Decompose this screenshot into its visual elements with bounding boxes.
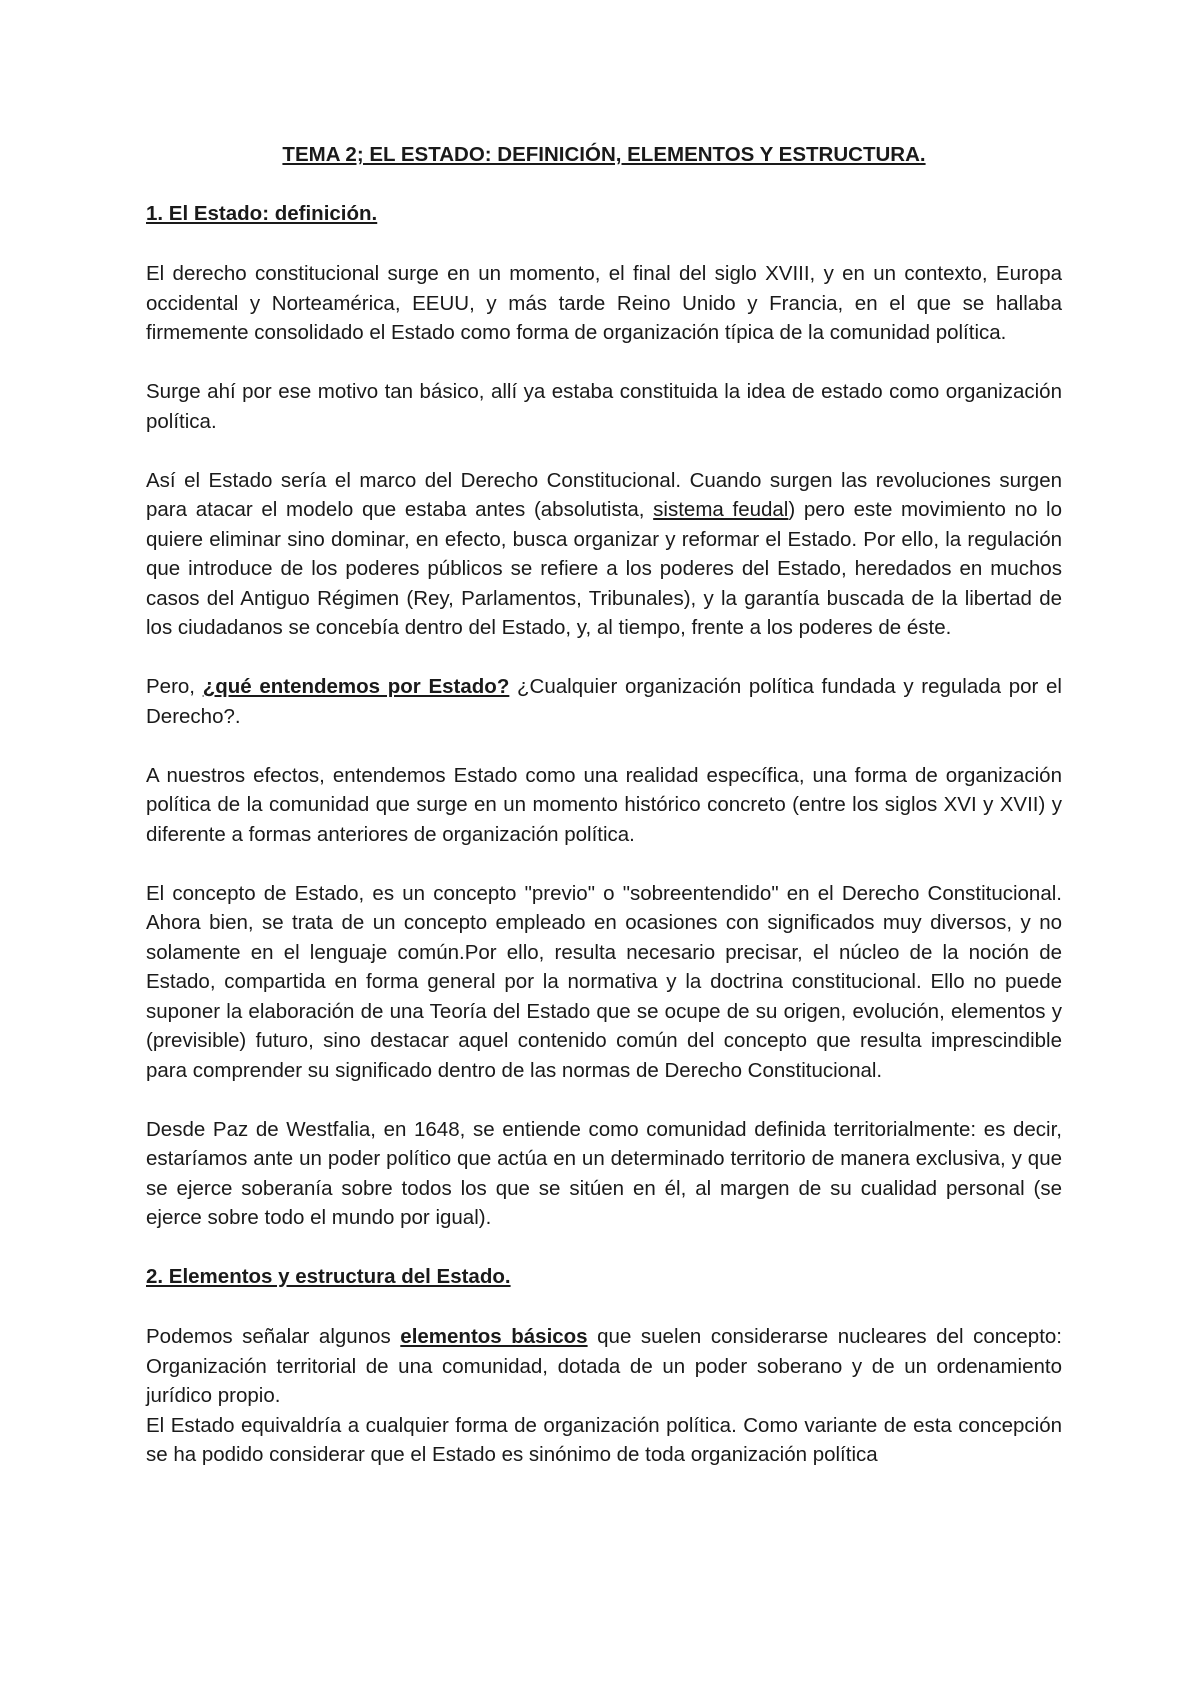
section-1-paragraph-2: Surge ahí por ese motivo tan básico, allí ya estaba constituida la idea de estado como organización política. [146,380,1062,433]
elementos-basicos-emphasis: elementos básicos [400,1325,588,1348]
section-1-paragraph-7: Desde Paz de Westfalia, en 1648, se entiende como comunidad definida territorialmente: es decir, estaríamos ante un poder político que actúa en un determinado territorio de manera exclusiva, y que se ejerce soberanía sobre todos los que se sitúen en él, al margen de su cualidad personal (se ejerce sobre todo el mundo por igual). [146,1117,1062,1229]
paragraph-3-text-a: Así el Estado sería el marco del Derecho Constitucional. Cuando surgen las revoluciones surgen para atacar el modelo que estaba antes (absolutista, [146,468,1062,521]
section-1-paragraph-6: El concepto de Estado, es un concepto "previo" o "sobreentendido" en el Derecho Constitucional. Ahora bien, se trata de un concepto empleado en ocasiones con significados muy diversos, y no solamente en el lenguaje común.Por ello, resulta necesario precisar, el núcleo de la noción de Estado, compartida en forma general por la normativa y la doctrina constitucional. Ello no puede suponer la elaboración de una Teoría del Estado que se ocupe de su origen, evolución, elementos y (previsible) futuro, sino destacar aquel contenido común del concepto que resulta imprescindible para comprender su significado dentro de las normas de Derecho Constitucional. [146,881,1062,1082]
question-emphasis: ¿qué entendemos por Estado? [202,675,510,698]
section-1-paragraph-1: El derecho constitucional surge en un momento, el final del siglo XVIII, y en un contexto, Europa occidental y Norteamérica, EEUU, y más tarde Reino Unido y Francia, en el que se hallaba firmemente consolidado el Estado como forma de organización típica de la comunidad política. [146,262,1062,344]
section-1-paragraph-4 [146,672,1062,731]
sistema-feudal-link[interactable]: sistema feudal [653,498,789,521]
section-1-paragraph-5: A nuestros efectos, entendemos Estado como una realidad específica, una forma de organización política de la comunidad que surge en un momento histórico concreto (entre los siglos XVI y XVII) y diferente a formas anteriores de organización política. [146,763,1062,846]
section-2-paragraph-1-text-b: que suelen considerarse nucleares del concepto: Organización territorial de una comunidad, dotada de un poder soberano y de un ordenamiento jurídico propio. [146,1325,1062,1407]
section-1-paragraph-3 [146,466,1062,643]
section-2-paragraph-2: El Estado equivaldría a cualquier forma de organización política. Como variante de esta concepción se ha podido considerar que el Estado es sinónimo de toda organización política [146,1413,1062,1466]
paragraph-4-text-a: Pero, [146,675,203,698]
document-page [146,140,1062,1470]
section-1-heading: 1. El Estado: definición. [146,202,378,225]
paragraph-4-text-b: ¿Cualquier organización política fundada y regulada por el Derecho?. [146,675,1062,728]
section-2-paragraph-1 [146,1322,1062,1411]
section-2-paragraph-1-text-a: Podemos señalar algunos [146,1325,401,1348]
paragraph-3-text-b: ) pero este movimiento no lo quiere eliminar sino dominar, en efecto, busca organizar y reformar el Estado. Por ello, la regulación que introduce de los poderes públicos se refiere a los poderes del Estado, heredados en muchos casos del Antiguo Régimen (Rey, Parlamentos, Tribunales), y la garantía buscada de la libertad de los ciudadanos se concebía dentro del Estado, y, al tiempo, frente a los poderes de éste. [146,498,1062,639]
section-2-heading: 2. Elementos y estructura del Estado. [146,1265,511,1288]
document-title: TEMA 2; EL ESTADO: DEFINICIÓN, ELEMENTOS Y ESTRUCTURA. [282,143,926,166]
